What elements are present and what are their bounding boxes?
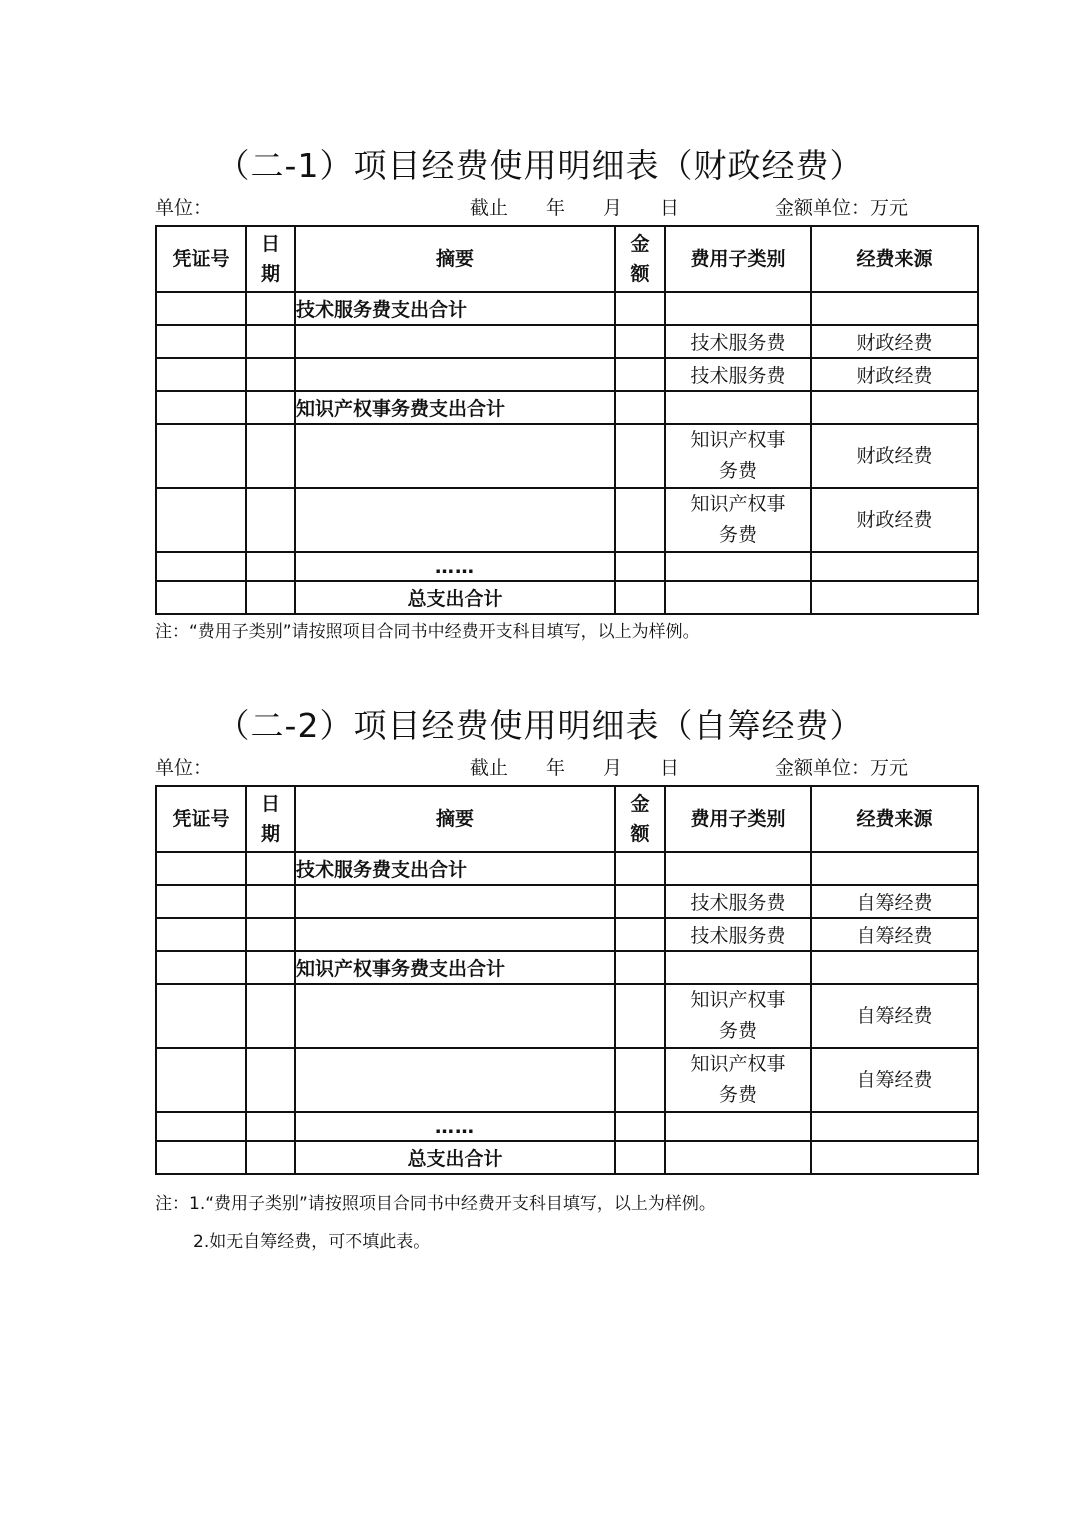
- amount-cell[interactable]: [615, 852, 665, 885]
- summary-cell[interactable]: [295, 1048, 615, 1112]
- amount-cell[interactable]: [615, 292, 665, 325]
- voucher-cell[interactable]: [156, 325, 246, 358]
- table-row: [156, 885, 978, 918]
- table-row: [156, 358, 978, 391]
- date-cell[interactable]: [246, 424, 295, 488]
- summary-cell[interactable]: [295, 885, 615, 918]
- date-cell[interactable]: [246, 918, 295, 951]
- table-note: 注：“费用子类别”请按照项目合同书中经费开支科目填写，以上为样例。: [155, 622, 700, 642]
- table-row: [156, 1048, 978, 1112]
- header-category: 费用子类别: [665, 226, 811, 292]
- date-cell[interactable]: [246, 488, 295, 552]
- date-cell[interactable]: [246, 292, 295, 325]
- header-date: 日 期: [246, 786, 295, 852]
- table-title: （二-1）项目经费使用明细表（财政经费）: [216, 146, 864, 185]
- summary-cell[interactable]: 知识产权事务费支出合计: [295, 391, 615, 424]
- voucher-cell[interactable]: [156, 1048, 246, 1112]
- asof-day: 日: [660, 197, 680, 219]
- header-amount: 金 额: [615, 786, 665, 852]
- date-cell[interactable]: [246, 325, 295, 358]
- ellipsis-text: ……: [295, 1112, 615, 1141]
- date-cell[interactable]: [246, 984, 295, 1048]
- summary-cell[interactable]: [295, 488, 615, 552]
- voucher-cell[interactable]: [156, 951, 246, 984]
- amount-cell[interactable]: [615, 424, 665, 488]
- total-amount-cell[interactable]: [615, 581, 665, 614]
- table-note-1: 注：1.“费用子类别”请按照项目合同书中经费开支科目填写，以上为样例。: [155, 1194, 716, 1214]
- category-cell[interactable]: 技术服务费: [665, 358, 811, 391]
- total-row: [156, 581, 978, 614]
- source-cell[interactable]: [811, 552, 978, 581]
- summary-cell[interactable]: 知识产权事务费支出合计: [295, 951, 615, 984]
- table-row: [156, 292, 978, 325]
- category-cell[interactable]: [665, 1141, 811, 1174]
- voucher-cell[interactable]: [156, 885, 246, 918]
- asof-date: [470, 755, 717, 781]
- header-source: 经费来源: [811, 226, 978, 292]
- total-label: 总支出合计: [295, 581, 615, 614]
- unit-label: 单位：: [155, 757, 213, 779]
- source-cell[interactable]: 财政经费: [811, 424, 978, 488]
- summary-cell[interactable]: [295, 424, 615, 488]
- date-cell[interactable]: [246, 358, 295, 391]
- amount-cell[interactable]: [615, 918, 665, 951]
- source-cell[interactable]: 财政经费: [811, 358, 978, 391]
- source-cell[interactable]: [811, 292, 978, 325]
- table-row: [156, 488, 978, 552]
- date-cell[interactable]: [246, 885, 295, 918]
- date-cell[interactable]: [246, 951, 295, 984]
- voucher-cell[interactable]: [156, 424, 246, 488]
- source-cell[interactable]: [811, 1112, 978, 1141]
- header-summary: 摘要: [295, 226, 615, 292]
- table-row: [156, 852, 978, 885]
- category-cell[interactable]: 知识产权事 务费: [665, 1048, 811, 1112]
- category-cell[interactable]: [665, 1112, 811, 1141]
- amount-cell[interactable]: [615, 488, 665, 552]
- date-cell[interactable]: [246, 1112, 295, 1141]
- summary-cell[interactable]: [295, 325, 615, 358]
- category-cell[interactable]: 知识产权事 务费: [665, 488, 811, 552]
- category-cell[interactable]: 知识产权事 务费: [665, 424, 811, 488]
- summary-cell[interactable]: [295, 918, 615, 951]
- source-cell[interactable]: [811, 951, 978, 984]
- header-voucher: 凭证号: [156, 786, 246, 852]
- voucher-cell[interactable]: [156, 552, 246, 581]
- voucher-cell[interactable]: [156, 918, 246, 951]
- table-row: [156, 325, 978, 358]
- asof-year: 年: [546, 197, 566, 219]
- category-cell[interactable]: 技术服务费: [665, 918, 811, 951]
- asof-day: 日: [660, 757, 680, 779]
- date-cell[interactable]: [246, 552, 295, 581]
- category-cell[interactable]: [665, 552, 811, 581]
- amount-cell[interactable]: [615, 325, 665, 358]
- table-row: [156, 951, 978, 984]
- header-summary: 摘要: [295, 786, 615, 852]
- source-cell[interactable]: [811, 391, 978, 424]
- asof-date: [470, 195, 717, 221]
- amount-unit: 金额单位：万元: [775, 197, 909, 219]
- voucher-cell[interactable]: [156, 391, 246, 424]
- asof-label: 截止: [470, 197, 509, 219]
- amount-cell[interactable]: [615, 1112, 665, 1141]
- amount-cell[interactable]: [615, 984, 665, 1048]
- amount-cell[interactable]: [615, 885, 665, 918]
- summary-cell[interactable]: 技术服务费支出合计: [295, 852, 615, 885]
- category-cell[interactable]: 技术服务费: [665, 325, 811, 358]
- date-cell[interactable]: [246, 1048, 295, 1112]
- category-cell[interactable]: [665, 292, 811, 325]
- voucher-cell[interactable]: [156, 358, 246, 391]
- header-row: [156, 226, 978, 292]
- source-cell[interactable]: 财政经费: [811, 325, 978, 358]
- total-label: 总支出合计: [295, 1141, 615, 1174]
- source-cell[interactable]: 财政经费: [811, 488, 978, 552]
- table-row: [156, 391, 978, 424]
- total-row: [156, 1141, 978, 1174]
- total-amount-cell[interactable]: [615, 1141, 665, 1174]
- summary-cell[interactable]: [295, 984, 615, 1048]
- header-amount: 金 额: [615, 226, 665, 292]
- header-voucher: 凭证号: [156, 226, 246, 292]
- category-cell[interactable]: [665, 581, 811, 614]
- header-source: 经费来源: [811, 786, 978, 852]
- date-cell[interactable]: [246, 391, 295, 424]
- table-note-2: 2.如无自筹经费，可不填此表。: [193, 1232, 431, 1252]
- source-cell[interactable]: 自筹经费: [811, 1048, 978, 1112]
- category-cell[interactable]: [665, 951, 811, 984]
- voucher-cell[interactable]: [156, 852, 246, 885]
- asof-year: 年: [546, 757, 566, 779]
- source-cell[interactable]: 自筹经费: [811, 984, 978, 1048]
- voucher-cell[interactable]: [156, 1112, 246, 1141]
- ellipsis-text: ……: [295, 552, 615, 581]
- source-cell[interactable]: [811, 852, 978, 885]
- asof-month: 月: [603, 757, 623, 779]
- source-cell[interactable]: 自筹经费: [811, 918, 978, 951]
- ellipsis-row: [156, 1112, 978, 1141]
- source-cell[interactable]: [811, 581, 978, 614]
- summary-cell[interactable]: [295, 358, 615, 391]
- voucher-cell[interactable]: [156, 1141, 246, 1174]
- amount-cell[interactable]: [615, 391, 665, 424]
- table-row: [156, 424, 978, 488]
- voucher-cell[interactable]: [156, 581, 246, 614]
- source-cell[interactable]: 自筹经费: [811, 885, 978, 918]
- category-cell[interactable]: [665, 391, 811, 424]
- header-category: 费用子类别: [665, 786, 811, 852]
- voucher-cell[interactable]: [156, 292, 246, 325]
- category-cell[interactable]: 技术服务费: [665, 885, 811, 918]
- ellipsis-row: [156, 552, 978, 581]
- unit-label: 单位：: [155, 197, 213, 219]
- amount-cell[interactable]: [615, 552, 665, 581]
- date-cell[interactable]: [246, 1141, 295, 1174]
- amount-cell[interactable]: [615, 951, 665, 984]
- table-title: （二-2）项目经费使用明细表（自筹经费）: [216, 706, 864, 745]
- amount-cell[interactable]: [615, 358, 665, 391]
- date-cell[interactable]: [246, 852, 295, 885]
- ledger-table: [155, 785, 979, 1175]
- voucher-cell[interactable]: [156, 984, 246, 1048]
- category-cell[interactable]: [665, 852, 811, 885]
- source-cell[interactable]: [811, 1141, 978, 1174]
- table-row: [156, 918, 978, 951]
- amount-unit: 金额单位：万元: [775, 757, 909, 779]
- header-date: 日 期: [246, 226, 295, 292]
- date-cell[interactable]: [246, 581, 295, 614]
- ledger-table: [155, 225, 979, 615]
- voucher-cell[interactable]: [156, 488, 246, 552]
- table-row: [156, 984, 978, 1048]
- category-cell[interactable]: 知识产权事 务费: [665, 984, 811, 1048]
- summary-cell[interactable]: 技术服务费支出合计: [295, 292, 615, 325]
- asof-month: 月: [603, 197, 623, 219]
- header-row: [156, 786, 978, 852]
- asof-label: 截止: [470, 757, 509, 779]
- amount-cell[interactable]: [615, 1048, 665, 1112]
